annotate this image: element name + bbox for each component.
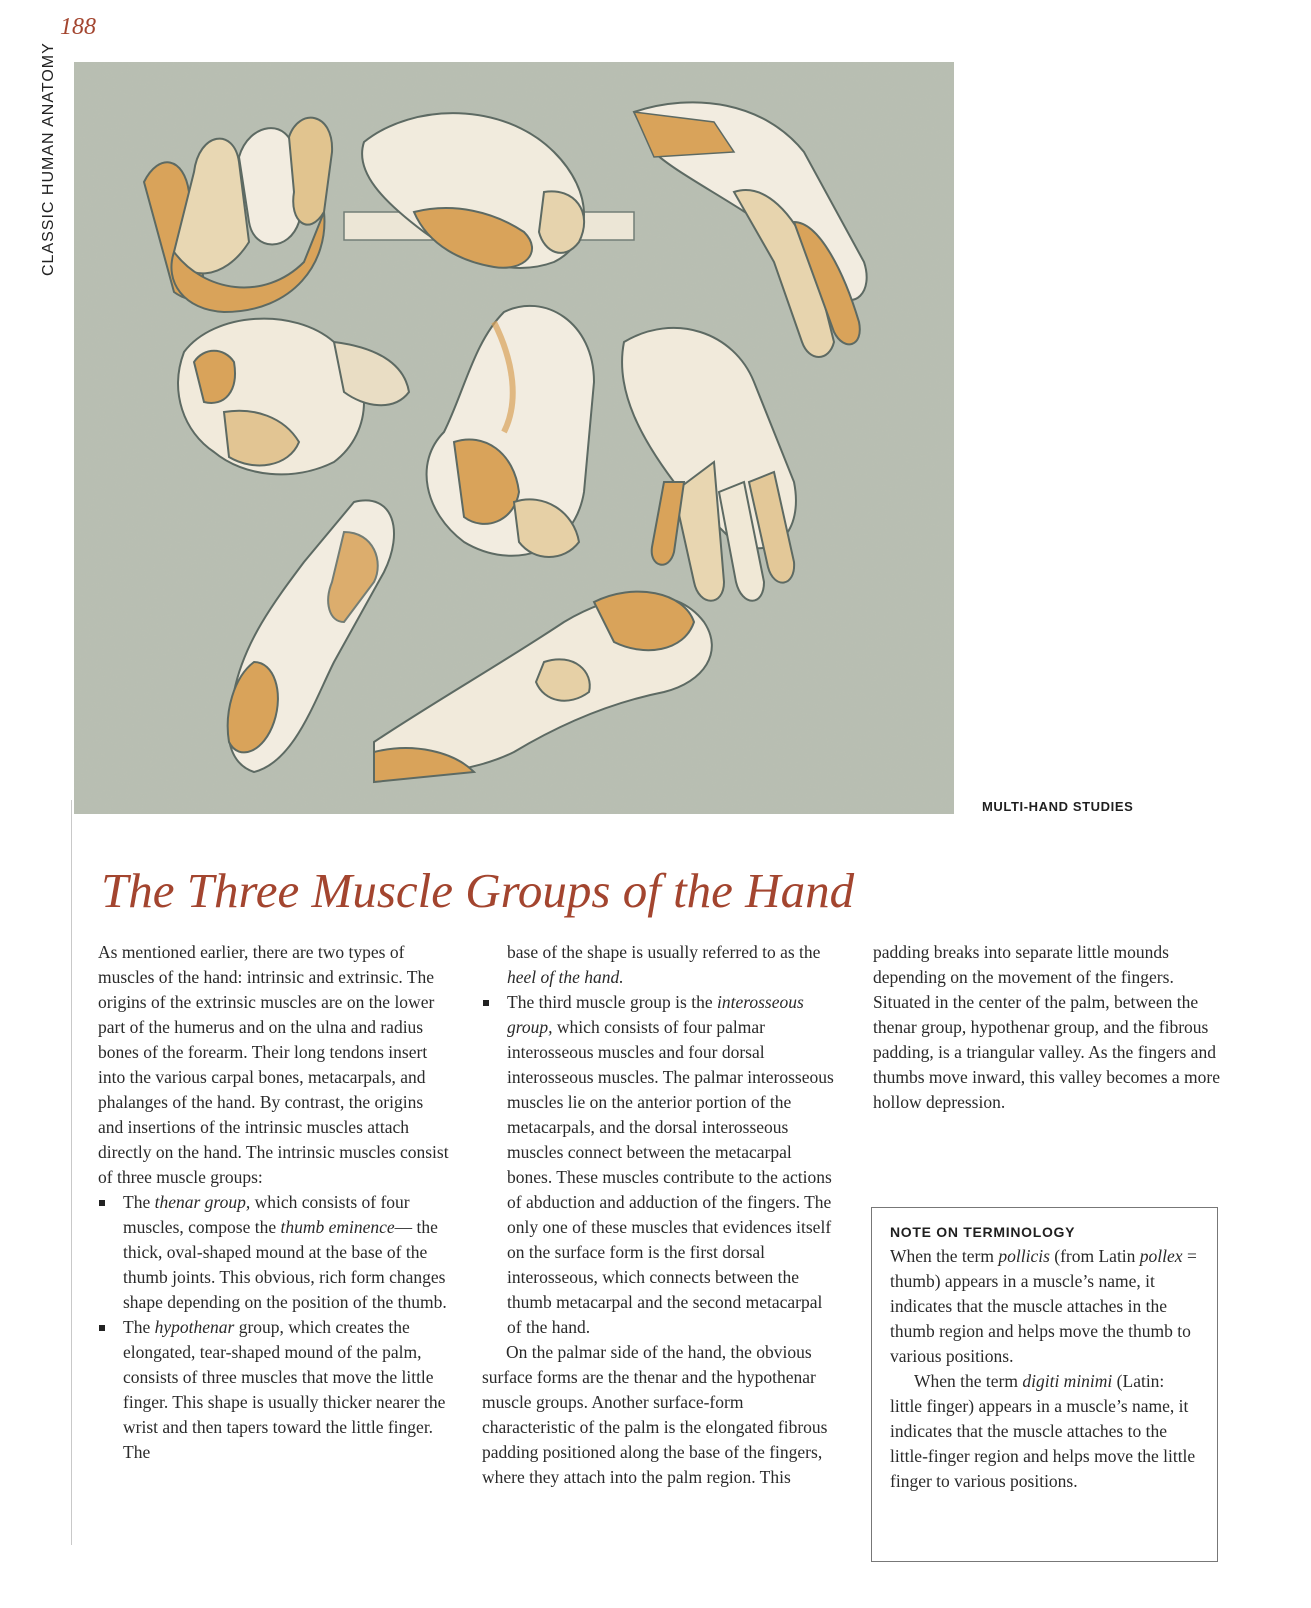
term-pollicis: pollicis xyxy=(998,1246,1050,1266)
page-number: 188 xyxy=(60,14,96,40)
figure-caption: MULTI-HAND STUDIES xyxy=(982,799,1134,814)
palmar-side-paragraph: On the palmar side of the hand, the obvious surface forms are the thenar and the hypothenar muscle groups. Another surface-form characteristic of the palm is the elongated fibrous padding positioned along the base of the fingers, where they attach into the palm region. This xyxy=(482,1342,828,1487)
terminology-note-box xyxy=(871,1207,1218,1562)
intro-paragraph: As mentioned earlier, there are two types of muscles of the hand: intrinsic and extrinsic. The origins of the extrinsic muscles are on the lower part of the humerus and on the ulna and radius bones of the forearm. Their long tendons insert into the various carpal bones, metacarpals, and phalanges of the hand. By contrast, the origins and insertions of the intrinsic muscles attach directly on the hand. The intrinsic muscles consist of three muscle groups: xyxy=(98,942,449,1187)
term-thenar-group: thenar group, xyxy=(154,1192,251,1212)
margin-rule xyxy=(71,800,72,1545)
hand-sketches xyxy=(74,62,954,814)
list-item-hypothenar: The hypothenar group, which creates the elongated, tear-shaped mound of the palm, consists of three muscles that move the little finger. This shape is usually thicker nearer the wrist and then tapers toward the little finger. The xyxy=(98,1315,450,1465)
running-head: CLASSIC HUMAN ANATOMY xyxy=(40,42,57,276)
term-hypothenar: hypothenar xyxy=(154,1317,235,1337)
term-pollex: pollex xyxy=(1139,1246,1183,1266)
term-digiti-minimi: digiti minimi xyxy=(1022,1371,1113,1391)
padding-paragraph: padding breaks into separate little mounds depending on the movement of the fingers. Situated in the center of the palm, between the thenar group, hypothenar group, and the fibrous padding, is a triangular valley. As the fingers and thumbs move inward, this valley becomes a more hollow depression. xyxy=(873,942,1221,1112)
text-column-1 xyxy=(98,940,450,1465)
note-heading: NOTE ON TERMINOLOGY xyxy=(890,1224,1076,1240)
note-paragraph-digiti-minimi: When the term digiti minimi (Latin: little finger) appears in a muscle’s name, it indicates that the muscle attaches to the little-finger region and helps move the little finger to various positions. xyxy=(890,1371,1196,1491)
term-interosseous-group: interosseous group, xyxy=(507,992,804,1037)
text-column-2 xyxy=(482,940,837,1490)
muscle-group-list-continued xyxy=(482,990,837,1340)
section-title: The Three Muscle Groups of the Hand xyxy=(101,863,855,918)
hand-studies-illustration xyxy=(74,62,954,814)
term-heel-of-hand: heel of the hand. xyxy=(507,967,624,987)
muscle-group-list xyxy=(98,1190,450,1465)
list-item-interosseous: The third muscle group is the interosseous group, which consists of four palmar interosseous muscles and four dorsal interosseous muscles. The palmar interosseous muscles lie on the anterior portion of the metacarpals, and the dorsal interosseous muscles connect between the metacarpal bones. These muscles contribute to the actions of abduction and adduction of the fingers. The only one of these muscles that evidences itself on the surface form is the first dorsal interosseous, which connects between the thumb metacarpal and the second metacarpal of the hand. xyxy=(482,990,837,1340)
term-thumb-eminence: thumb eminence xyxy=(280,1217,395,1237)
text-column-3 xyxy=(873,940,1225,1115)
list-item-thenar: The thenar group, which consists of four muscles, compose the thumb eminence— the thick, oval-shaped mound at the base of the thumb joints. This obvious, rich form changes shape depending on the position of the thumb. xyxy=(98,1190,450,1315)
continued-bullet-text: base of the shape is usually referred to as the heel of the hand. xyxy=(507,942,821,987)
note-paragraph-pollicis: When the term pollicis (from Latin pollex = thumb) appears in a muscle’s name, it indicates that the muscle attaches in the thumb region and helps move the thumb to various positions. xyxy=(890,1246,1197,1366)
